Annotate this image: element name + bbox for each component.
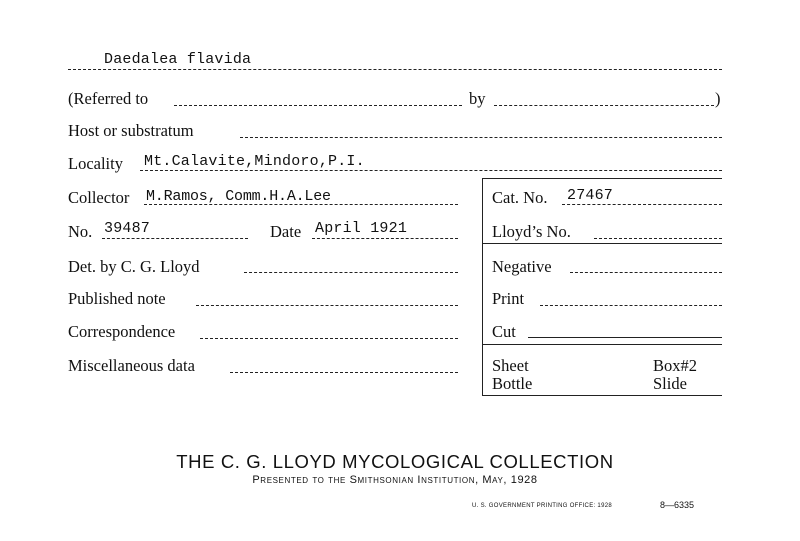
lloyds-no-label: Lloyd’s No. xyxy=(492,222,571,241)
box-bottom-border xyxy=(482,395,722,396)
date-value: April 1921 xyxy=(315,220,408,237)
collector-label: Collector xyxy=(68,188,130,207)
box-top-border xyxy=(482,178,722,179)
det-label: Det. by C. G. Lloyd xyxy=(68,257,200,276)
sheet-label: Sheet xyxy=(492,356,529,375)
cut-label: Cut xyxy=(492,322,516,341)
box-label: Box xyxy=(653,356,681,375)
published-line xyxy=(196,305,458,306)
negative-label: Negative xyxy=(492,257,552,276)
no-label: No. xyxy=(68,222,93,241)
det-line xyxy=(244,272,458,273)
negative-line xyxy=(570,272,722,273)
printing-office-note: U. S. GOVERNMENT PRINTING OFFICE: 1928 xyxy=(472,503,612,509)
print-line xyxy=(540,305,722,306)
box-divider-2 xyxy=(482,344,722,345)
cat-no-line xyxy=(562,204,722,205)
host-line xyxy=(240,137,722,138)
collection-title: THE C. G. LLOYD MYCOLOGICAL COLLECTION xyxy=(176,451,614,472)
host-label: Host or substratum xyxy=(68,121,194,140)
by-label: by xyxy=(469,89,486,108)
misc-line xyxy=(230,372,458,373)
collection-subtitle: Presented to the Smithsonian Institution, May, 1928 xyxy=(252,474,538,486)
correspondence-label: Correspondence xyxy=(68,322,176,341)
date-line xyxy=(312,238,458,239)
correspondence-line xyxy=(200,338,458,339)
collector-value: M.Ramos, Comm.H.A.Lee xyxy=(146,188,331,205)
cut-line xyxy=(528,337,722,338)
locality-line xyxy=(140,170,722,171)
collector-line xyxy=(144,204,458,205)
box-number xyxy=(653,357,697,375)
misc-label: Miscellaneous data xyxy=(68,356,195,375)
bottle-label: Bottle xyxy=(492,374,533,393)
no-value: 39487 xyxy=(104,220,151,237)
lloyds-no-line xyxy=(594,238,722,239)
referred-to-line xyxy=(174,105,462,106)
date-label: Date xyxy=(270,222,302,241)
locality-value: Mt.Calavite,Mindoro,P.I. xyxy=(144,153,365,170)
no-line xyxy=(102,238,248,239)
species-name: Daedalea flavida xyxy=(104,51,252,68)
print-label: Print xyxy=(492,289,525,308)
close-paren: ) xyxy=(715,89,721,108)
cat-no-value: 27467 xyxy=(567,187,614,204)
box-value: #2 xyxy=(680,356,698,375)
cat-no-label: Cat. No. xyxy=(492,188,548,207)
box-left-border xyxy=(482,178,483,396)
published-label: Published note xyxy=(68,289,166,308)
box-divider-1 xyxy=(482,243,722,244)
slide-label: Slide xyxy=(653,374,687,393)
locality-label: Locality xyxy=(68,154,123,173)
form-code: 8—6335 xyxy=(660,500,695,510)
species-line xyxy=(68,69,722,70)
by-line xyxy=(494,105,714,106)
referred-to-label: (Referred to xyxy=(68,89,149,108)
